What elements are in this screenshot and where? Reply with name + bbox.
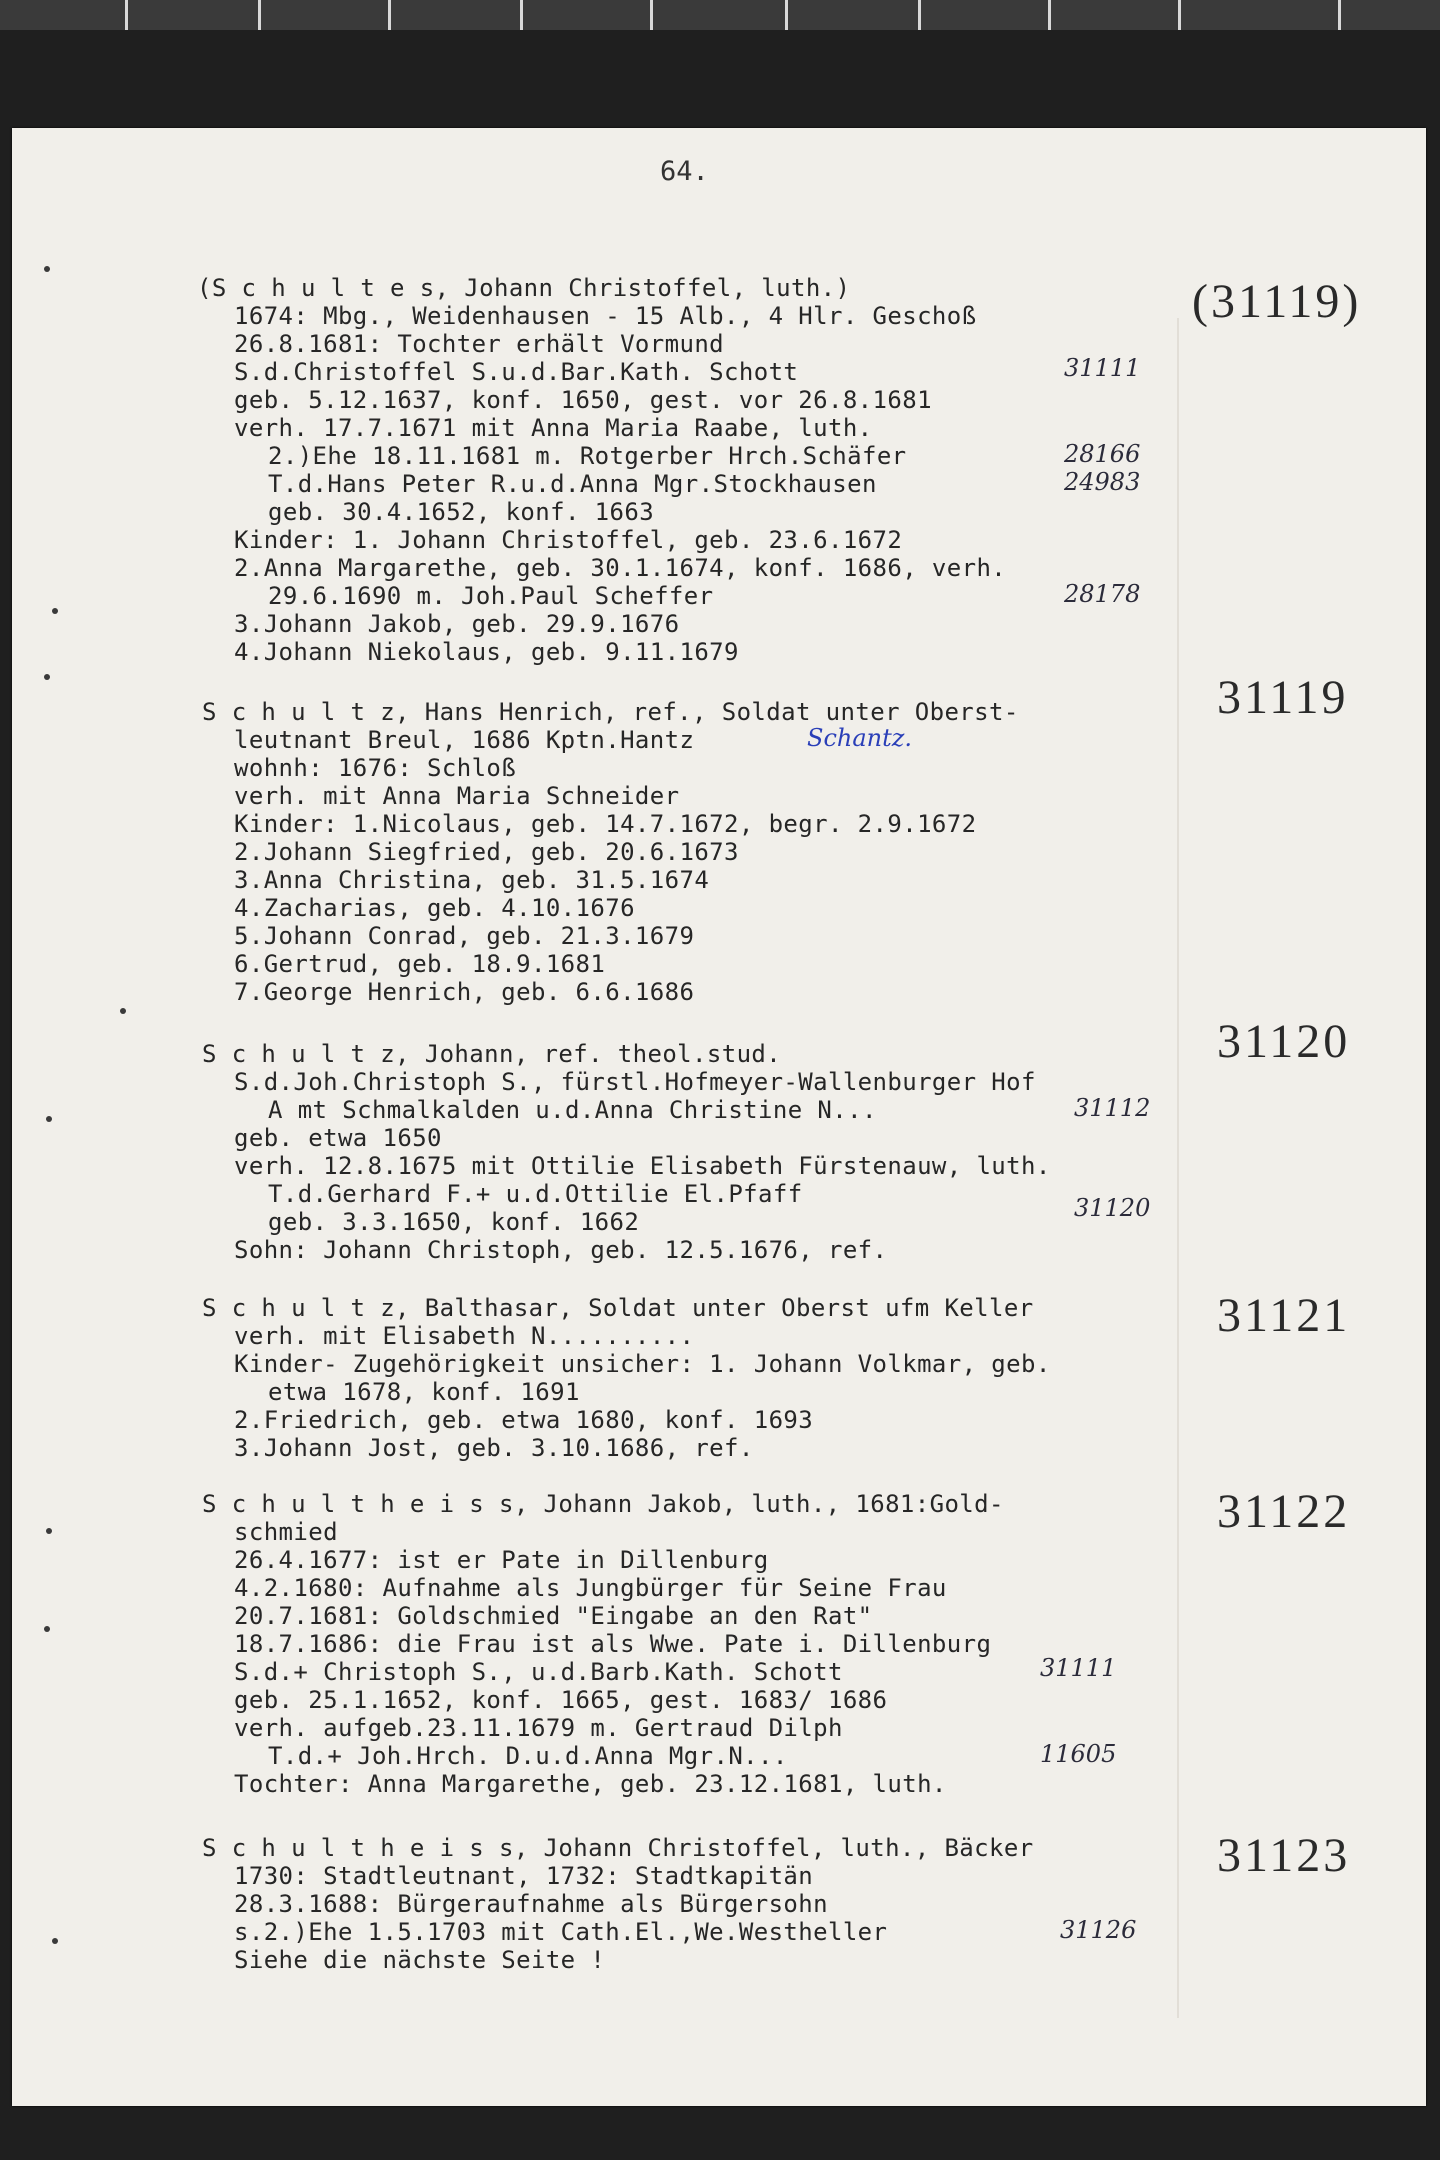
film-mark [1048,0,1051,30]
entry-line: verh. aufgeb.23.11.1679 m. Gertraud Dilph [234,1714,843,1742]
film-mark [785,0,788,30]
entry-line: 6.Gertrud, geb. 18.9.1681 [234,950,606,978]
entry-line: 7.George Henrich, geb. 6.6.1686 [234,978,695,1006]
entry-line: 4.Johann Niekolaus, geb. 9.11.1679 [234,638,739,666]
entry-line: verh. mit Anna Maria Schneider [234,782,680,810]
entry-line: T.d.Hans Peter R.u.d.Anna Mgr.Stockhausen [268,470,877,498]
entry-line: Kinder: 1.Nicolaus, geb. 14.7.1672, begr. 2.9.1672 [234,810,977,838]
film-mark [650,0,653,30]
entry-line: S.d.Joh.Christoph S., fürstl.Hofmeyer-Wallenburger Hof [234,1068,1036,1096]
entry-line: 2.Anna Margarethe, geb. 30.1.1674, konf. 1686, verh. [234,554,1007,582]
entry-line: geb. etwa 1650 [234,1124,442,1152]
entry-line: geb. 30.4.1652, konf. 1663 [268,498,655,526]
entry-line: 26.4.1677: ist er Pate in Dillenburg [234,1546,769,1574]
entry-line: 2.Johann Siegfried, geb. 20.6.1673 [234,838,739,866]
margin-speck [46,1116,52,1122]
entry-line: S.d.Christoffel S.u.d.Bar.Kath. Schott [234,358,799,386]
entry-heading: S c h u l t z, Johann, ref. theol.stud. [202,1040,782,1068]
entry-line: verh. 17.7.1671 mit Anna Maria Raabe, luth. [234,414,873,442]
handwritten-note: Schantz. [807,724,913,752]
handwritten-note: 28166 [1064,440,1141,468]
reference-number: 31123 [1217,1829,1351,1882]
entry-line: 20.7.1681: Goldschmied "Eingabe an den Rat" [234,1602,873,1630]
entry-line: 18.7.1686: die Frau ist als Wwe. Pate i. Dillenburg [234,1630,992,1658]
page-number: 64. [660,156,709,187]
entry-line: Siehe die nächste Seite ! [234,1946,606,1974]
film-mark [520,0,523,30]
entry-line: leutnant Breul, 1686 Kptn.Hantz [234,726,695,754]
entry-line: Tochter: Anna Margarethe, geb. 23.12.1681, luth. [234,1770,947,1798]
handwritten-note: 31111 [1040,1654,1117,1682]
handwritten-note: 31111 [1064,354,1141,382]
entry-line: 26.8.1681: Tochter erhält Vormund [234,330,725,358]
film-mark [918,0,921,30]
entry-line: wohnh: 1676: Schloß [234,754,517,782]
margin-speck [120,1008,126,1014]
margin-speck [44,674,50,680]
entry-line: 2.Friedrich, geb. etwa 1680, konf. 1693 [234,1406,814,1434]
entry-line: 4.2.1680: Aufnahme als Jungbürger für Seine Frau [234,1574,947,1602]
handwritten-note: 31112 [1074,1094,1151,1122]
entry-heading: (S c h u l t e s, Johann Christoffel, luth.) [197,274,851,302]
entry-line: A mt Schmalkalden u.d.Anna Christine N... [268,1096,877,1124]
entry-line: geb. 25.1.1652, konf. 1665, gest. 1683/ 1686 [234,1686,888,1714]
entry-line: 1674: Mbg., Weidenhausen - 15 Alb., 4 Hlr. Geschoß [234,302,977,330]
reference-number: 31121 [1217,1289,1351,1342]
entry-line: s.2.)Ehe 1.5.1703 mit Cath.El.,We.Westheller [234,1918,888,1946]
film-mark [258,0,261,30]
margin-speck [52,1938,58,1944]
film-strip-edge [0,0,1440,30]
handwritten-note: 28178 [1064,580,1141,608]
handwritten-note: 24983 [1064,468,1141,496]
entry-line: 5.Johann Conrad, geb. 21.3.1679 [234,922,695,950]
film-mark [1178,0,1181,30]
entry-line: etwa 1678, konf. 1691 [268,1378,580,1406]
document-page [12,128,1426,2106]
entry-line: verh. mit Elisabeth N.......... [234,1322,695,1350]
entry-line: geb. 5.12.1637, konf. 1650, gest. vor 26.8.1681 [234,386,932,414]
entry-heading: S c h u l t z, Hans Henrich, ref., Soldat unter Oberst- [202,698,1019,726]
margin-speck [52,608,58,614]
handwritten-note: 31126 [1060,1916,1137,1944]
entry-line: 1730: Stadtleutnant, 1732: Stadtkapitän [234,1862,814,1890]
entry-line: S.d.+ Christoph S., u.d.Barb.Kath. Schott [234,1658,843,1686]
entry-line: T.d.Gerhard F.+ u.d.Ottilie El.Pfaff [268,1180,803,1208]
handwritten-note: 11605 [1040,1740,1117,1768]
entry-line: 4.Zacharias, geb. 4.10.1676 [234,894,635,922]
film-mark [388,0,391,30]
entry-line: 3.Anna Christina, geb. 31.5.1674 [234,866,710,894]
entry-line: 3.Johann Jakob, geb. 29.9.1676 [234,610,680,638]
entry-line: 2.)Ehe 18.11.1681 m. Rotgerber Hrch.Schäfer [268,442,907,470]
entry-line: 29.6.1690 m. Joh.Paul Scheffer [268,582,714,610]
entry-line: T.d.+ Joh.Hrch. D.u.d.Anna Mgr.N... [268,1742,788,1770]
entry-line: Kinder: 1. Johann Christoffel, geb. 23.6.1672 [234,526,903,554]
entry-line: geb. 3.3.1650, konf. 1662 [268,1208,640,1236]
entry-heading: S c h u l t h e i s s, Johann Christoffel, luth., Bäcker [202,1834,1034,1862]
reference-number: 31119 [1217,671,1349,724]
column-divider [1177,318,1179,2018]
reference-number: (31119) [1192,275,1362,328]
film-mark [1338,0,1341,30]
entry-line: Kinder- Zugehörigkeit unsicher: 1. Johann Volkmar, geb. [234,1350,1051,1378]
reference-number: 31120 [1217,1015,1351,1068]
entry-line: 28.3.1688: Bürgeraufnahme als Bürgersohn [234,1890,828,1918]
margin-speck [46,1528,52,1534]
film-mark [125,0,128,30]
entry-line: 3.Johann Jost, geb. 3.10.1686, ref. [234,1434,754,1462]
entry-heading: S c h u l t h e i s s, Johann Jakob, luth., 1681:Gold- [202,1490,1004,1518]
reference-number: 31122 [1217,1485,1351,1538]
margin-speck [44,1626,50,1632]
margin-speck [44,266,50,272]
entry-heading: S c h u l t z, Balthasar, Soldat unter Oberst ufm Keller [202,1294,1034,1322]
entry-line: Sohn: Johann Christoph, geb. 12.5.1676, ref. [234,1236,888,1264]
handwritten-note: 31120 [1074,1194,1151,1222]
entry-line: schmied [234,1518,338,1546]
entry-line: verh. 12.8.1675 mit Ottilie Elisabeth Fürstenauw, luth. [234,1152,1051,1180]
